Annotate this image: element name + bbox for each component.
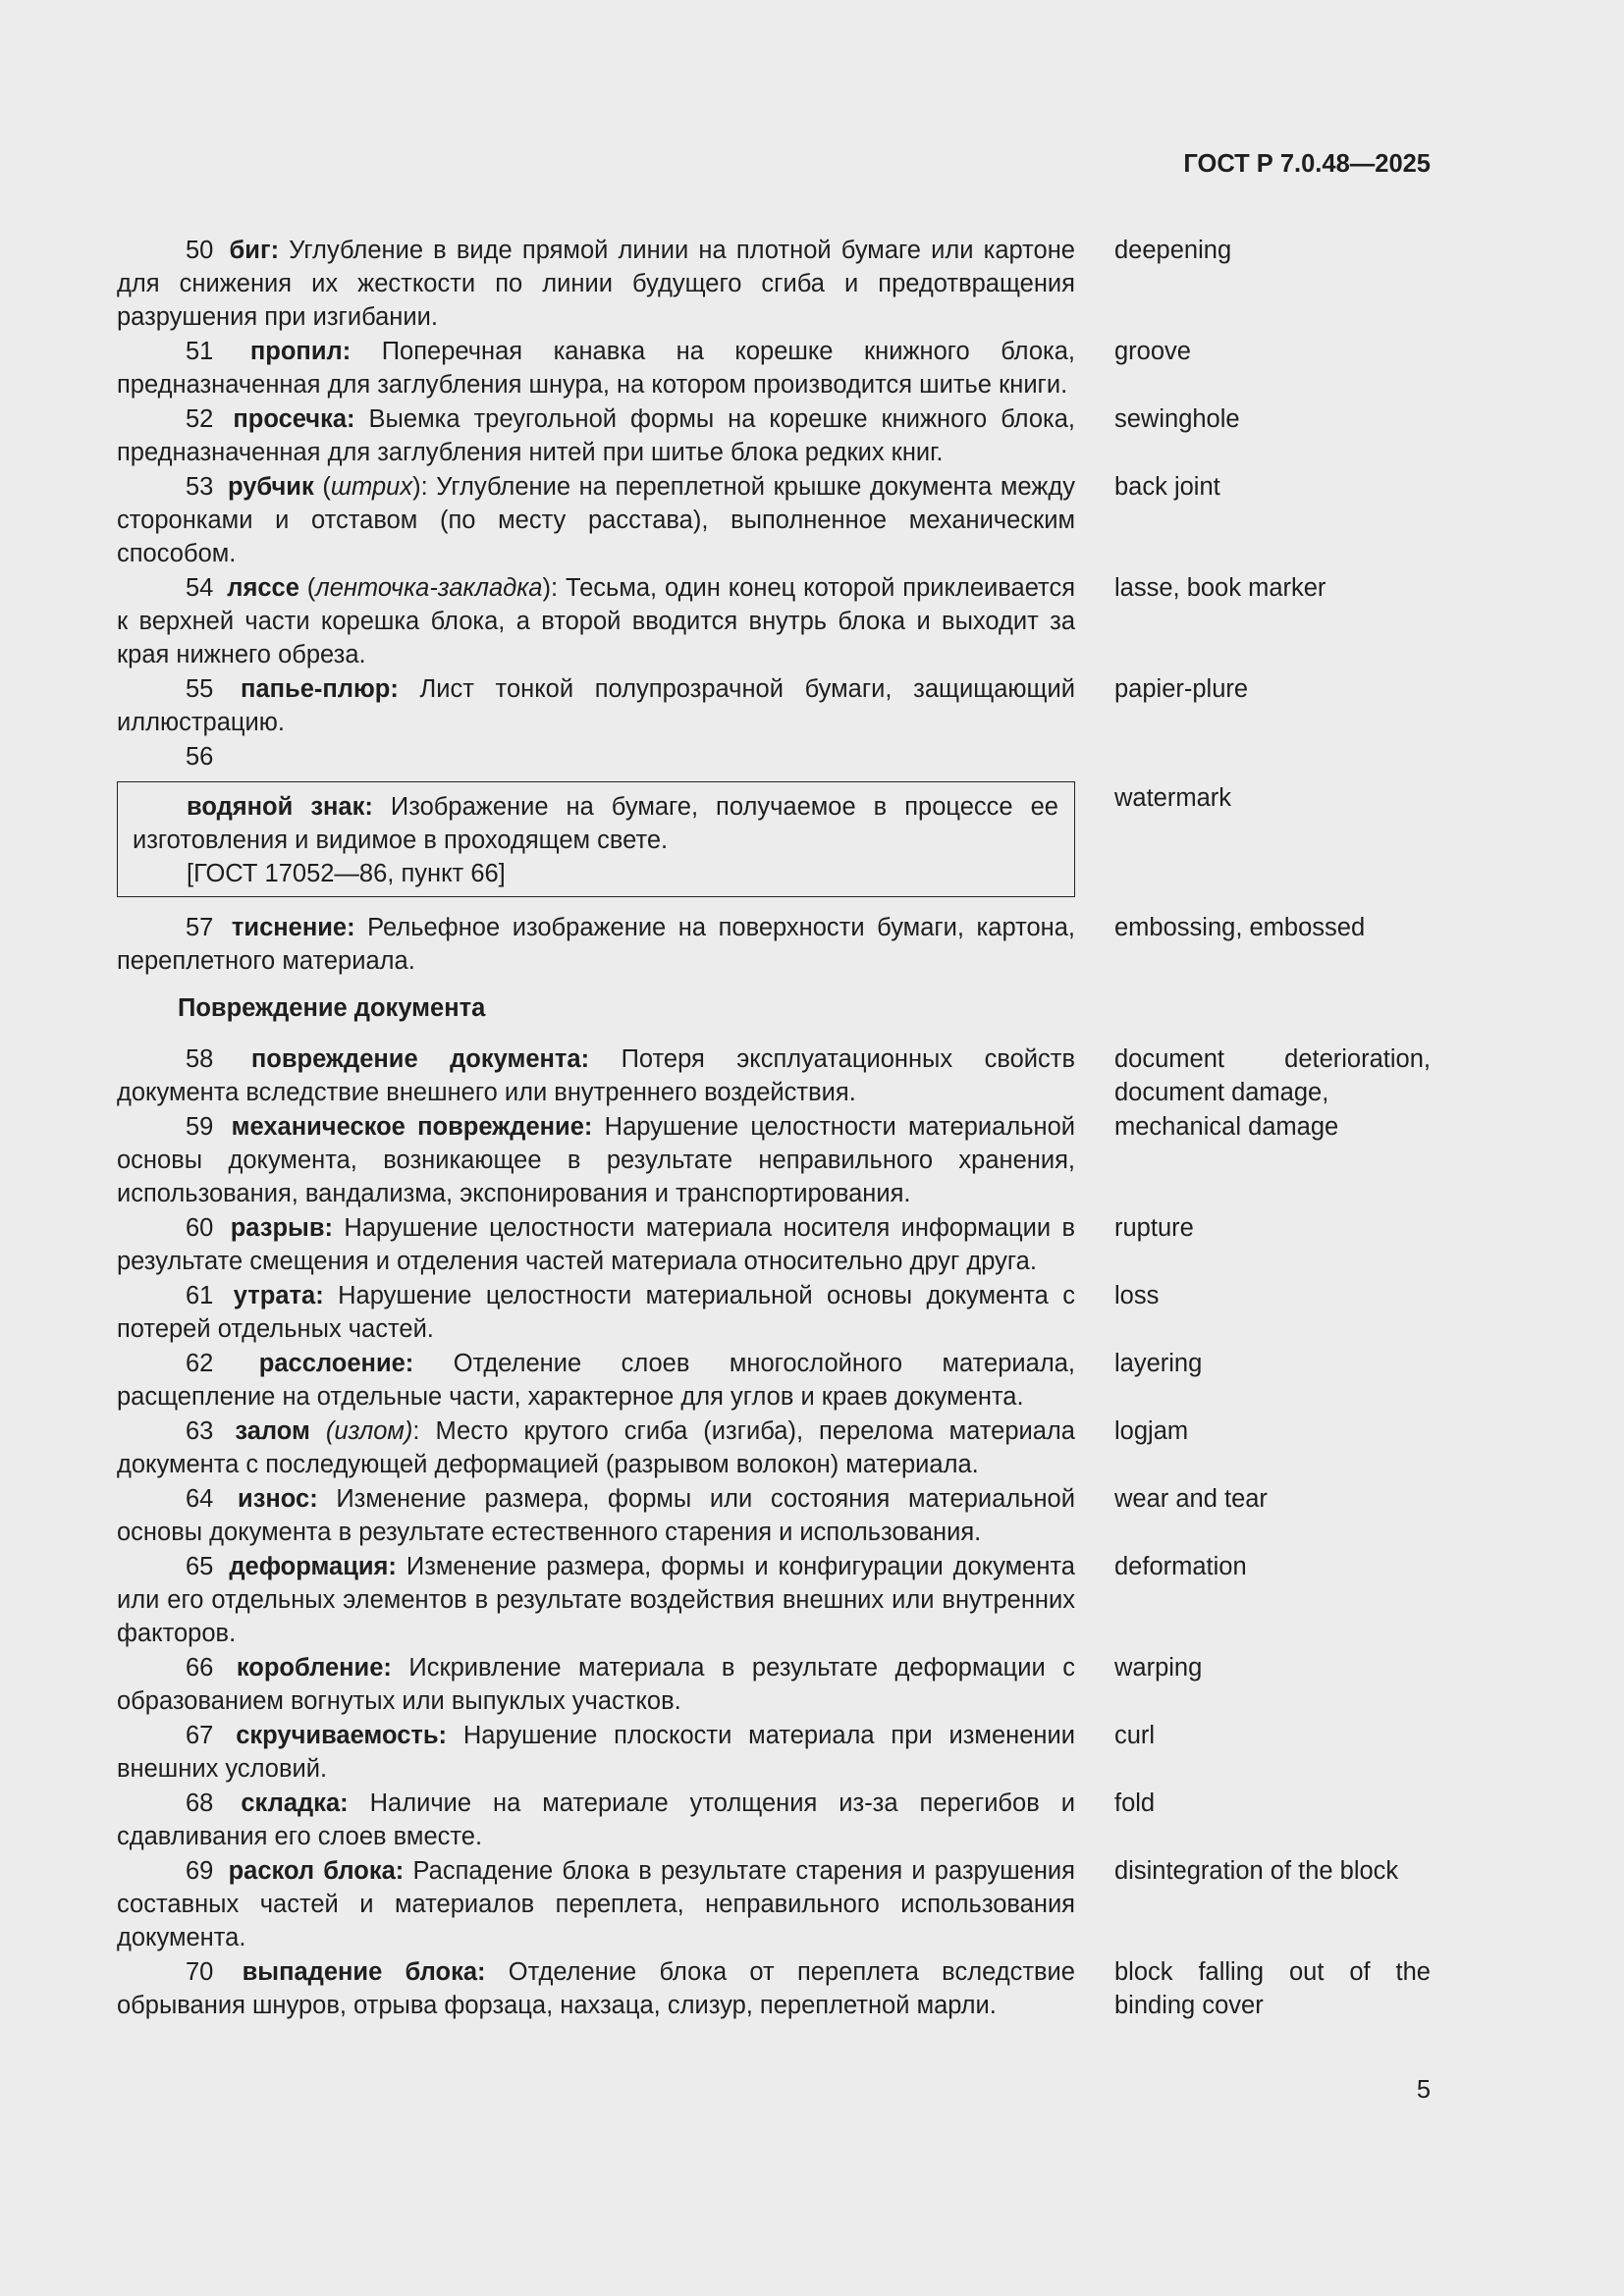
term-english: layering xyxy=(1114,1350,1203,1377)
term-number: 67 xyxy=(186,1722,214,1749)
term-number: 57 xyxy=(186,914,214,941)
term-synonym: ленточка-закладка xyxy=(315,574,543,602)
term-english: document deterioration, document damage, xyxy=(1114,1045,1431,1106)
term-name: утрата: xyxy=(233,1282,324,1309)
term-punct: ( xyxy=(298,574,316,602)
term-name: залом xyxy=(235,1417,310,1445)
term-source: [ГОСТ 17052—86, пункт 66] xyxy=(187,860,506,887)
term-row xyxy=(117,1550,1431,1650)
document-code: ГОСТ Р 7.0.48—2025 xyxy=(1183,150,1431,178)
term-row xyxy=(117,1347,1431,1414)
term-number: 62 xyxy=(186,1350,214,1377)
term-name: складка: xyxy=(241,1789,349,1817)
term-name: износ: xyxy=(238,1485,318,1513)
term-synonym: (излом) xyxy=(325,1417,413,1445)
term-name: расслоение: xyxy=(258,1350,414,1377)
term-definition xyxy=(117,1550,1075,1650)
term-english: rupture xyxy=(1114,1214,1194,1242)
term-number: 65 xyxy=(186,1553,214,1580)
term-definition xyxy=(117,1854,1075,1954)
term-row xyxy=(117,1042,1431,1109)
term-number: 64 xyxy=(186,1485,214,1513)
term-text: Выемка треугольной формы на корешке книжного блока, предназначенная для заглубления нитей при шитье блока редких книг. xyxy=(117,405,1075,466)
term-number: 68 xyxy=(186,1789,214,1817)
term-english: deepening xyxy=(1114,237,1232,264)
term-definition xyxy=(117,1347,1075,1414)
term-definition xyxy=(117,1787,1075,1853)
term-definition xyxy=(117,1279,1075,1346)
term-name: деформация: xyxy=(229,1553,397,1580)
term-text: Отделение блока от переплета вследствие обрывания шнуров, отрыва форзаца, нахзаца, слизур, переплетной марли. xyxy=(117,1958,1075,2019)
term-definition xyxy=(117,1719,1075,1786)
term-text: Нарушение целостности материальной основы документа, возникающее в результате неправильного хранения, использования, вандализма, экспонирования и транспортирования. xyxy=(117,1113,1075,1207)
term-english: mechanical damage xyxy=(1114,1113,1339,1141)
term-name: разрыв: xyxy=(230,1214,334,1242)
term-number: 59 xyxy=(186,1113,214,1141)
term-name: ляссе xyxy=(227,574,299,602)
term-number: 70 xyxy=(186,1958,214,1986)
term-row xyxy=(117,1279,1431,1346)
term-english: deformation xyxy=(1114,1553,1247,1580)
term-english: logjam xyxy=(1114,1417,1189,1445)
term-english: block falling out of the binding cover xyxy=(1114,1958,1431,2019)
terms-list-a xyxy=(117,234,1431,739)
term-row xyxy=(117,672,1431,739)
term-row xyxy=(117,1110,1431,1210)
term-name: тиснение: xyxy=(231,914,355,941)
term-number: 56 xyxy=(186,743,214,771)
term-text: Нарушение плоскости материала при изменении внешних условий. xyxy=(117,1722,1075,1783)
term-number: 50 xyxy=(186,237,214,264)
term-row xyxy=(117,911,1431,978)
term-definition xyxy=(117,1955,1075,2022)
term-text: Углубление в виде прямой линии на плотной бумаге или картоне для снижения их жесткости по линии будущего сгиба и предотвращения разрушения при изгибании. xyxy=(117,237,1075,331)
term-number: 54 xyxy=(186,574,214,602)
term-punct: : xyxy=(412,1417,420,1445)
term-number: 58 xyxy=(186,1045,214,1073)
term-english: sewinghole xyxy=(1114,405,1240,433)
term-name: механическое повреждение: xyxy=(231,1113,593,1141)
term-text: Наличие на материале утолщения из-за перегибов и сдавливания его слоев вместе. xyxy=(117,1789,1075,1850)
term-definition xyxy=(117,672,1075,739)
section-title: Повреждение документа xyxy=(178,994,486,1022)
term-text: Изображение на бумаге, получаемое в процессе ее изготовления и видимое в проходящем свете. xyxy=(133,793,1058,854)
term-row xyxy=(117,470,1431,570)
term-number: 63 xyxy=(186,1417,214,1445)
term-row xyxy=(117,571,1431,671)
term-definition xyxy=(117,1651,1075,1718)
term-english: disintegration of the block xyxy=(1114,1857,1399,1885)
term-name: раскол блока: xyxy=(228,1857,405,1885)
term-definition xyxy=(117,1042,1075,1109)
term-number: 51 xyxy=(186,338,214,365)
term-text: Рельефное изображение на поверхности бумаги, картона, переплетного материала. xyxy=(117,914,1075,975)
term-name: коробление: xyxy=(236,1654,392,1682)
term-name: выпадение блока: xyxy=(242,1958,486,1986)
term-number: 53 xyxy=(186,473,214,501)
term-row xyxy=(117,1415,1431,1481)
term-definition xyxy=(117,1482,1075,1549)
term-row xyxy=(117,234,1431,334)
term-text: Лист тонкой полупрозрачной бумаги, защищающий иллюстрацию. xyxy=(117,675,1075,736)
page-number: 5 xyxy=(1416,2076,1431,2104)
terms-content xyxy=(117,234,1431,2023)
term-number: 66 xyxy=(186,1654,214,1682)
term-punct: ( xyxy=(313,473,331,501)
term-name: пропил: xyxy=(249,338,352,365)
term-definition xyxy=(117,335,1075,401)
term-punct xyxy=(310,1417,326,1445)
term-punct: ): xyxy=(542,574,559,602)
term-row xyxy=(117,1719,1431,1786)
term-punct: ): xyxy=(412,473,428,501)
term-name: рубчик xyxy=(227,473,314,501)
term-english: back joint xyxy=(1114,473,1220,501)
term-definition xyxy=(117,1211,1075,1278)
term-text: Нарушение целостности материальной основы документа с потерей отдельных частей. xyxy=(117,1282,1075,1343)
term-english: warping xyxy=(1114,1654,1203,1682)
term-text: Поперечная канавка на корешке книжного блока, предназначенная для заглубления шнура, на котором производится шитье книги. xyxy=(117,338,1075,399)
term-definition xyxy=(117,470,1075,570)
term-text: Искривление материала в результате деформации с образованием вогнутых или выпуклых участков. xyxy=(117,1654,1075,1715)
term-number: 60 xyxy=(186,1214,214,1242)
term-name: скручиваемость: xyxy=(236,1722,448,1749)
term-row xyxy=(117,1482,1431,1549)
term-name: биг: xyxy=(229,237,280,264)
term-row xyxy=(117,402,1431,469)
term-text: Распадение блока в результате старения и разрушения составных частей и материалов переплета, неправильного использования документа. xyxy=(117,1857,1075,1951)
term-row xyxy=(117,1854,1431,1954)
term-definition xyxy=(117,911,1075,978)
term-name: водяной знак: xyxy=(187,793,373,821)
boxed-term-row xyxy=(117,774,1431,897)
term-english: embossing, embossed xyxy=(1114,914,1366,941)
term-text: Изменение размера, формы или состояния материальной основы документа в результате естественного старения и использования. xyxy=(117,1485,1075,1546)
term-english: lasse, book marker xyxy=(1114,574,1326,602)
terms-list-b xyxy=(117,1042,1431,2022)
term-english: fold xyxy=(1114,1789,1156,1817)
term-row xyxy=(117,1211,1431,1278)
term-english: wear and tear xyxy=(1114,1485,1268,1513)
term-english: watermark xyxy=(1114,784,1232,812)
term-definition xyxy=(117,571,1075,671)
term-text: Углубление на переплетной крышке документа между сторонками и отставом (по месту расстава), выполненное механическим способом. xyxy=(117,473,1075,567)
term-text: Тесьма, один конец которой приклеивается к верхней части корешка блока, а второй вводится внутрь блока и выходит за края нижнего обреза. xyxy=(117,574,1076,668)
term-name: повреждение документа: xyxy=(250,1045,590,1073)
term-text: Потеря эксплуатационных свойств документа вследствие внешнего или внутреннего воздействия. xyxy=(117,1045,1076,1106)
term-number: 52 xyxy=(186,405,214,433)
term-synonym: штрих xyxy=(330,473,413,501)
term-number: 61 xyxy=(186,1282,214,1309)
term-number: 69 xyxy=(186,1857,214,1885)
term-text: Нарушение целостности материала носителя информации в результате смещения и отделения частей материала относительно друг друга. xyxy=(117,1214,1075,1275)
term-text: Отделение слоев многослойного материала, расщепление на отдельные части, характерное для углов и краев документа. xyxy=(117,1350,1075,1411)
term-name: папье-плюр: xyxy=(241,675,399,703)
term-row xyxy=(117,1955,1431,2022)
term-definition xyxy=(117,234,1075,334)
term-name: просечка: xyxy=(233,405,355,433)
term-definition xyxy=(117,1415,1075,1481)
term-english: loss xyxy=(1114,1282,1160,1309)
term-text: Изменение размера, формы и конфигурации документа или его отдельных элементов в результате воздействия внешних или внутренних факторов. xyxy=(117,1553,1075,1647)
term-definition xyxy=(117,1110,1075,1210)
term-row xyxy=(117,335,1431,401)
term-english: groove xyxy=(1114,338,1191,365)
term-english: papier-plure xyxy=(1114,675,1249,703)
term-row xyxy=(117,1787,1431,1853)
term-definition xyxy=(117,402,1075,469)
term-number: 55 xyxy=(186,675,214,703)
term-text: Место крутого сгиба (изгиба), перелома материала документа с последующей деформацией (разрывом волокон) материала. xyxy=(117,1417,1075,1478)
boxed-term xyxy=(117,781,1075,897)
term-row xyxy=(117,1651,1431,1718)
term-definition xyxy=(133,790,1058,857)
term-english: curl xyxy=(1114,1722,1156,1749)
